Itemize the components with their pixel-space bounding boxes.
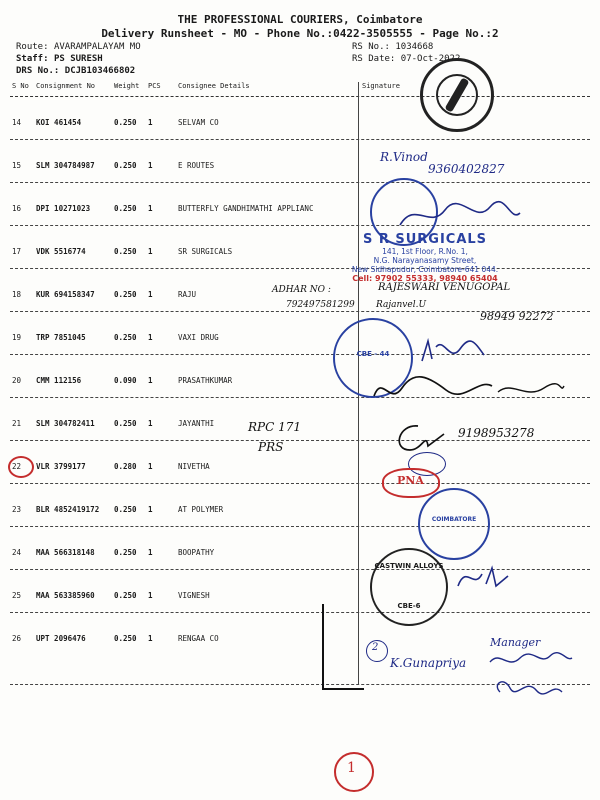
table-row bbox=[10, 96, 590, 140]
castwin-text: CASTWIN ALLOYS bbox=[374, 562, 444, 570]
cell-pcs: 1 bbox=[148, 118, 153, 127]
cell-weight: 0.250 bbox=[114, 591, 137, 600]
cell-consignment: VLR 3799177 bbox=[36, 462, 86, 471]
hw-bottom-mark: 1 bbox=[347, 760, 356, 776]
srs-addr2: N.G. Narayanasamy Street, bbox=[373, 256, 477, 265]
hw-r26-name: K.Gunapriya bbox=[390, 656, 467, 670]
rs-value: 1034668 bbox=[395, 42, 434, 52]
cell-weight: 0.250 bbox=[114, 634, 137, 643]
cell-consignment: TRP 7851045 bbox=[36, 333, 86, 342]
castwin-stamp bbox=[370, 548, 448, 626]
cell-weight: 0.250 bbox=[114, 505, 137, 514]
staff-field bbox=[16, 54, 103, 64]
cell-consignment: BLR 4852419172 bbox=[36, 505, 100, 514]
cell-consignee: VIGNESH bbox=[178, 591, 210, 600]
cell-weight: 0.250 bbox=[114, 290, 137, 299]
srs-addr3: New Sidhapudur, Coimbatore-641 044. bbox=[351, 265, 499, 274]
company-title: THE PROFESSIONAL COURIERS, Coimbatore bbox=[177, 13, 423, 26]
cell-weight: 0.090 bbox=[114, 376, 137, 385]
table-row bbox=[10, 139, 590, 183]
cell-weight: 0.280 bbox=[114, 462, 137, 471]
cell-consignee: SELVAM CO bbox=[178, 118, 219, 127]
cell-sno: 18 bbox=[12, 290, 22, 299]
col-pcs: PCS bbox=[148, 82, 161, 90]
cell-sno: 20 bbox=[12, 376, 22, 385]
col-consignee: Consignee Details bbox=[178, 82, 250, 90]
hw-r18-adhar-label: ADHAR NO : bbox=[272, 285, 331, 295]
hw-r18-place: Rajanvel.U bbox=[376, 300, 427, 310]
col-signature: Signature bbox=[362, 82, 400, 90]
coimbatore-text: COIMBATORE bbox=[431, 516, 477, 523]
agency-stamp bbox=[418, 488, 490, 560]
cell-consignment: KUR 694158347 bbox=[36, 290, 95, 299]
cell-consignee: JAYANTHI bbox=[178, 419, 215, 428]
cell-sno: 14 bbox=[12, 118, 22, 127]
cell-consignee: E ROUTES bbox=[178, 161, 215, 170]
route-value: AVARAMPALAYAM MO bbox=[53, 42, 141, 52]
cell-pcs: 1 bbox=[148, 376, 153, 385]
hw-r26-manager: Manager bbox=[490, 636, 541, 649]
hw-r21-note1: RPC 171 bbox=[248, 420, 302, 434]
col-weight: Weight bbox=[114, 82, 140, 90]
cell-sno: 15 bbox=[12, 161, 22, 170]
cell-consignment: UPT 2096476 bbox=[36, 634, 86, 643]
row24-signature bbox=[452, 560, 512, 594]
row19-signature bbox=[418, 335, 488, 367]
cell-consignee: RENGAA CO bbox=[178, 634, 219, 643]
cell-sno: 19 bbox=[12, 333, 22, 342]
cell-consignment: DPI 10271023 bbox=[36, 204, 91, 213]
cell-sno: 24 bbox=[12, 548, 22, 557]
cell-consignment: MAA 563385960 bbox=[36, 591, 95, 600]
hw-r15-phone: 9360402827 bbox=[428, 162, 505, 176]
col-consignment: Consignment No bbox=[36, 82, 96, 90]
cell-consignee: NIVETHA bbox=[178, 462, 210, 471]
cell-consignment: MAA 566318148 bbox=[36, 548, 95, 557]
cell-consignment: CMM 112156 bbox=[36, 376, 82, 385]
cell-pcs: 1 bbox=[148, 333, 153, 342]
cell-consignee: PRASATHKUMAR bbox=[178, 376, 233, 385]
cell-consignee: BOOPATHY bbox=[178, 548, 215, 557]
route-label: Route: bbox=[16, 42, 49, 52]
cell-weight: 0.250 bbox=[114, 204, 137, 213]
cell-pcs: 1 bbox=[148, 290, 153, 299]
cell-weight: 0.250 bbox=[114, 161, 137, 170]
cell-pcs: 1 bbox=[148, 204, 153, 213]
seal-emblem-icon bbox=[423, 61, 491, 129]
hw-r26-mark: 2 bbox=[372, 642, 379, 653]
cell-pcs: 1 bbox=[148, 419, 153, 428]
r26-tamil-script bbox=[486, 648, 576, 704]
cell-sno: 21 bbox=[12, 419, 22, 428]
route-field bbox=[16, 42, 141, 52]
cell-pcs: 1 bbox=[148, 548, 153, 557]
cbe6-text: CBE-6 bbox=[397, 602, 421, 610]
srs-addr1: 141, 1st Floor, R.No. 1, bbox=[382, 247, 468, 256]
cell-consignee: VAXI DRUG bbox=[178, 333, 219, 342]
cell-sno: 23 bbox=[12, 505, 22, 514]
r26-bracket-mark bbox=[322, 604, 364, 690]
cell-weight: 0.250 bbox=[114, 118, 137, 127]
drs-field bbox=[16, 66, 135, 76]
cell-weight: 0.250 bbox=[114, 548, 137, 557]
cell-sno: 26 bbox=[12, 634, 22, 643]
company-seal-stamp bbox=[420, 58, 494, 132]
cell-pcs: 1 bbox=[148, 462, 153, 471]
table-row bbox=[10, 440, 590, 484]
cell-weight: 0.250 bbox=[114, 419, 137, 428]
rs-date-value: 07-Oct-2022 bbox=[400, 54, 461, 64]
rs-label: RS No.: bbox=[352, 42, 390, 52]
hw-r18-adhar: 792497581299 bbox=[286, 300, 355, 310]
drs-label: DRS No.: bbox=[16, 66, 60, 76]
row20-signature bbox=[368, 366, 568, 412]
cell-consignment: SLM 304782411 bbox=[36, 419, 95, 428]
drs-value: DCJB103466802 bbox=[64, 66, 136, 76]
cell-consignee: RAJU bbox=[178, 290, 197, 299]
hw-r18-phone: 98949 92272 bbox=[480, 310, 554, 323]
cell-pcs: 1 bbox=[148, 634, 153, 643]
table-row bbox=[10, 483, 590, 527]
srs-name: S R SURGICALS bbox=[362, 232, 488, 247]
cell-weight: 0.250 bbox=[114, 333, 137, 342]
cell-weight: 0.250 bbox=[114, 247, 137, 256]
cell-consignment: VDK 5516774 bbox=[36, 247, 86, 256]
row21-signature bbox=[388, 420, 448, 456]
cell-sno: 22 bbox=[12, 462, 22, 471]
rs-field bbox=[352, 42, 433, 52]
cell-sno: 25 bbox=[12, 591, 22, 600]
staff-label: Staff: bbox=[16, 54, 49, 64]
cell-consignment: SLM 304784987 bbox=[36, 161, 95, 170]
cell-pcs: 1 bbox=[148, 161, 153, 170]
sr-surgicals-stamp bbox=[350, 232, 500, 283]
hw-r15-name: R.Vinod bbox=[380, 150, 428, 164]
cell-sno: 17 bbox=[12, 247, 22, 256]
cell-pcs: 1 bbox=[148, 505, 153, 514]
r22-red-circle bbox=[8, 456, 34, 478]
row16-signature bbox=[395, 195, 525, 235]
cell-pcs: 1 bbox=[148, 247, 153, 256]
cell-consignee: BUTTERFLY GANDHIMATHI APPLIANC bbox=[178, 204, 314, 213]
staff-value: PS SURESH bbox=[53, 54, 103, 64]
cell-pcs: 1 bbox=[148, 591, 153, 600]
hw-r18-name: RAJESWARI VENUGOPAL bbox=[378, 282, 511, 293]
rs-date-label: RS Date: bbox=[352, 54, 396, 64]
cell-consignee: AT POLYMER bbox=[178, 505, 224, 514]
runsheet-subtitle: Delivery Runsheet - MO - Phone No.:0422-3505555 - Page No.:2 bbox=[101, 27, 499, 40]
cell-consignment: KOI 461454 bbox=[36, 118, 82, 127]
cell-sno: 16 bbox=[12, 204, 22, 213]
hw-r22-note: PNA bbox=[397, 474, 424, 487]
hw-r21-note2: PRS bbox=[258, 440, 284, 454]
table-header bbox=[10, 82, 590, 97]
cell-consignee: SR SURGICALS bbox=[178, 247, 233, 256]
hw-r21-phone: 9198953278 bbox=[458, 426, 535, 440]
cbe44-text: CBE - 44 bbox=[356, 350, 390, 358]
srs-phone: Cell: 97902 55333, 98940 65404 bbox=[352, 274, 498, 283]
col-sno: S No bbox=[12, 82, 29, 90]
